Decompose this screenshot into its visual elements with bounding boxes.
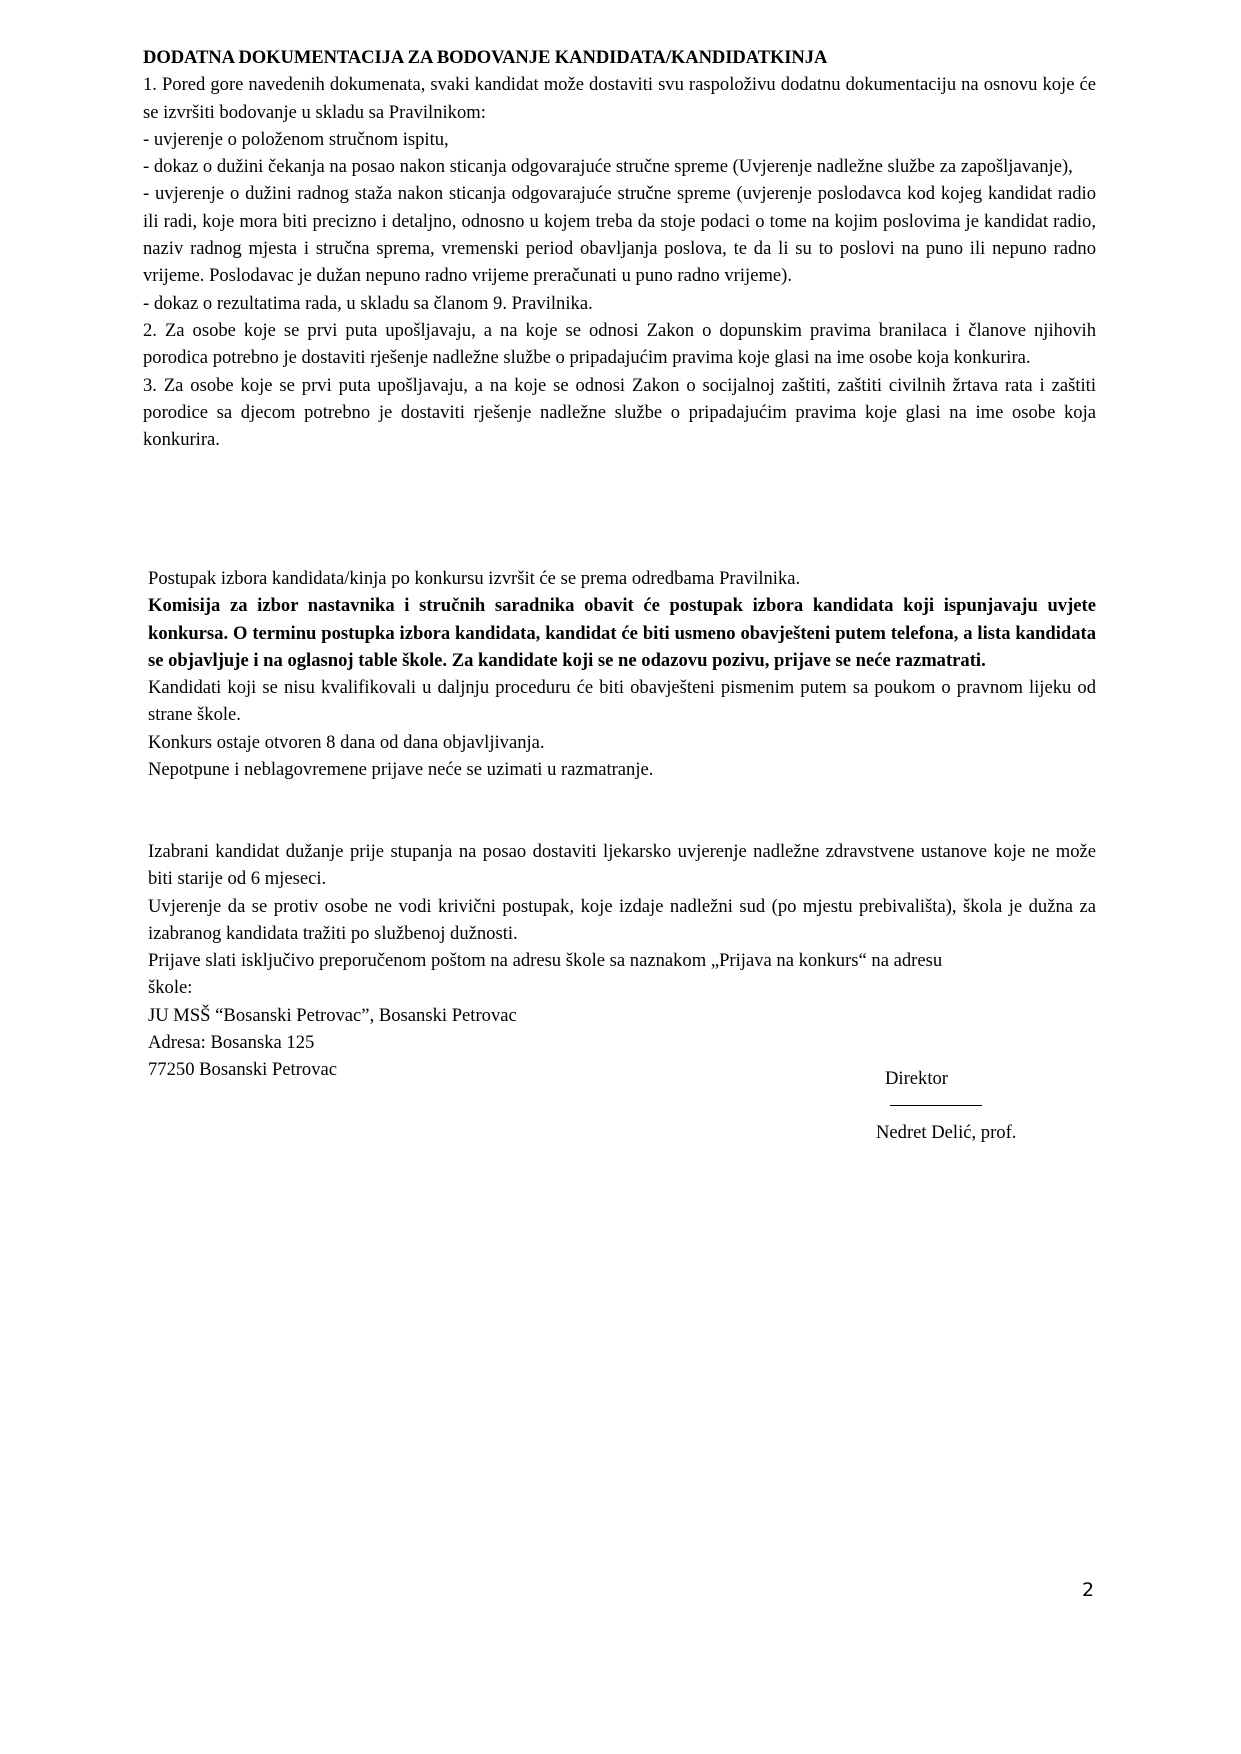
send-instructions-line: škole: — [148, 977, 193, 999]
bullet-item: - dokaz o rezultatima rada, u skladu sa članom 9. Pravilnika. — [143, 292, 593, 314]
criminal-record-text: Uvjerenje da se protiv osobe ne vodi krivični postupak, koje izdaje nadležni sud (po mjestu prebivališta), škola je dužna za izabranog kandidata tražiti po službenoj dužnosti. — [148, 895, 1096, 944]
additional-documentation-section — [143, 44, 1096, 453]
bullet-item: - dokaz o dužini čekanja na posao nakon sticanja odgovarajuće stručne spreme (Uvjerenje nadležne službe za zapošljavanje), — [143, 156, 1073, 178]
open-period-text: Konkurs ostaje otvoren 8 dana od dana objavljivanja. — [148, 731, 545, 753]
address-line: 77250 Bosanski Petrovac — [148, 1059, 338, 1081]
send-instructions-line: Prijave slati isključivo preporučenom poštom na adresu škole sa naznakom „Prijava na konkurs“ na adresu — [148, 950, 943, 972]
bullet-item: - uvjerenje o dužini radnog staža nakon sticanja odgovarajuće stručne spreme (uvjerenje poslodavca kod kojeg kandidat radio ili radi, koje mora biti precizno i detaljno, odnosno u kojem treba da stoje podaci o tome na kojim poslovima je kandidat radio, naziv radnog mjesta i stručna sprema, vremenski period obavljanja poslova, te da li su to poslovi na puno ili nepuno radno vrijeme. Poslodavac je dužan nepuno radno vrijeme preračunati u puno radno vrijeme). — [143, 183, 1096, 287]
item-1-intro: 1. Pored gore navedenih dokumenata, svaki kandidat može dostaviti svu raspoloživu dodatnu dokumentaciju na osnovu koje će se izvršiti bodovanje u skladu sa Pravilnikom: — [143, 74, 1096, 123]
address-line: Adresa: Bosanska 125 — [148, 1032, 315, 1054]
signature-name: Nedret Delić, prof. — [876, 1122, 1017, 1143]
not-qualified-text: Kandidati koji se nisu kvalifikovali u daljnju proceduru će biti obavješteni pismenim putem sa poukom o pravnom lijeku od strane škole. — [148, 677, 1096, 726]
submission-section — [148, 838, 1096, 1084]
incomplete-applications-text: Nepotpune i neblagovremene prijave neće se uzimati u razmatranje. — [148, 759, 654, 781]
item-2: 2. Za osobe koje se prvi puta upošljavaju, a na koje se odnosi Zakon o dopunskim pravima branilaca i članove njihovih porodica potrebno je dostaviti rješenje nadležne službe o pripadajućim pravima koje glasi na ime osobe koja konkurira. — [143, 319, 1096, 369]
address-line: JU MSŠ “Bosanski Petrovac”, Bosanski Petrovac — [148, 1004, 517, 1026]
commission-text: Komisija za izbor nastavnika i stručnih saradnika obavit će postupak izbora kandidata koji ispunjavaju uvjete konkursa. O terminu postupka izbora kandidata, kandidat će biti usmeno obavješteni putem telefona, a lista kandidata se objavljuje i na oglasnoj table škole. Za kandidate koji se ne odazovu pozivu, prijave se neće razmatrati. — [148, 595, 1096, 671]
selection-procedure-section — [148, 565, 1096, 783]
page-number: 2 — [1082, 1579, 1095, 1601]
bullet-item: - uvjerenje o položenom stručnom ispitu, — [143, 128, 449, 150]
signature-line — [890, 1105, 982, 1106]
medical-certificate-text: Izabrani kandidat dužanje prije stupanja na posao dostaviti ljekarsko uvjerenje nadležne zdravstvene ustanove koje ne može biti starije od 6 mjeseci. — [148, 841, 1096, 890]
section-heading: DODATNA DOKUMENTACIJA ZA BODOVANJE KANDIDATA/KANDIDATKINJA — [143, 47, 828, 68]
procedure-text: Postupak izbora kandidata/kinja po konkursu izvršit će se prema odredbama Pravilnika. — [148, 568, 801, 589]
item-3: 3. Za osobe koje se prvi puta upošljavaju, a na koje se odnosi Zakon o socijalnoj zaštiti, zaštiti civilnih žrtava rata i zaštiti porodice sa djecom potrebno je dostaviti rješenje nadležne službe o pripadajućim pravima koje glasi na ime osobe koja konkurira. — [143, 374, 1096, 451]
signature-title: Direktor — [885, 1068, 948, 1089]
